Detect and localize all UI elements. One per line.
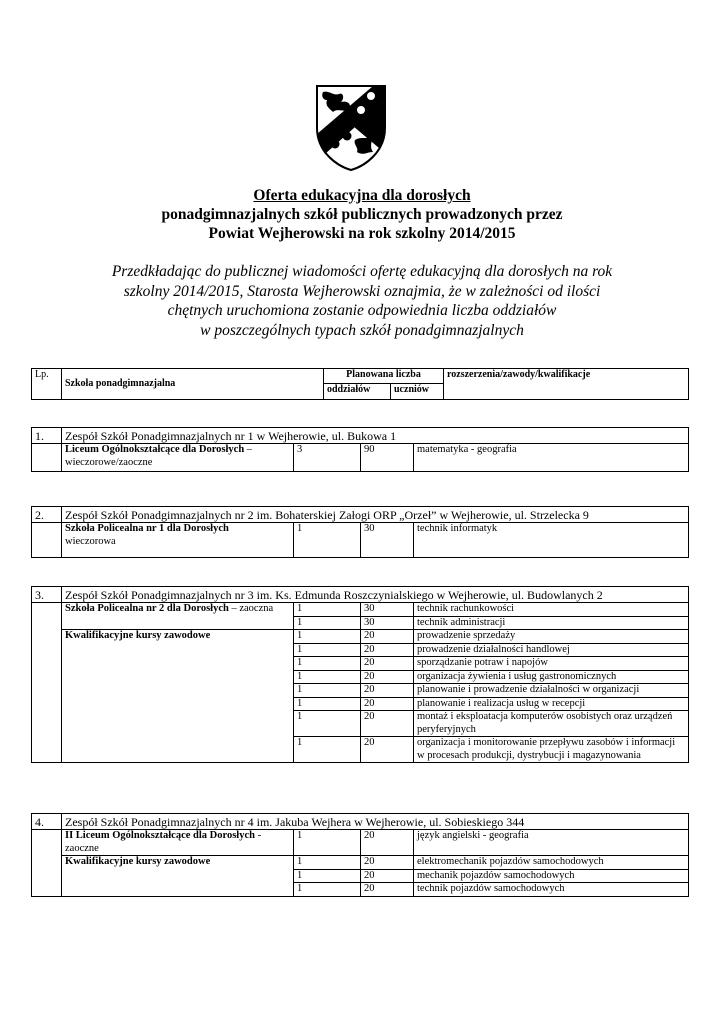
table-row [32, 603, 689, 617]
intro-line: chętnych uruchomiona zostanie odpowiednia liczba oddziałów [167, 302, 557, 319]
profile-cell: planowanie i realizacja usług w recepcji [414, 697, 689, 711]
section-lp: 2. [32, 507, 62, 523]
section-header-row [32, 507, 689, 523]
classes-cell: 1 [294, 616, 361, 630]
section-header-row [32, 587, 689, 603]
intro-line: w poszczególnych typach szkół ponadgimnazjalnych [200, 321, 524, 339]
classes-cell: 1 [294, 523, 361, 558]
classes-cell: 1 [294, 603, 361, 617]
classes-cell: 1 [294, 684, 361, 698]
students-cell: 20 [361, 670, 414, 684]
profile-cell: sporządzanie potraw i napojów [414, 657, 689, 671]
students-cell: 20 [361, 657, 414, 671]
profile-cell: technik administracji [414, 616, 689, 630]
table-row [32, 856, 689, 870]
students-cell: 20 [361, 697, 414, 711]
school-type-mode: – wieczorowe/zaoczne [65, 444, 253, 468]
school-type-cell [62, 830, 294, 856]
school-type-cell: Kwalifikacyjne kursy zawodowe [62, 630, 294, 763]
students-cell: 30 [361, 523, 414, 558]
profile-cell: technik rachunkowości [414, 603, 689, 617]
profile-cell: elektromechanik pojazdów samochodowych [414, 856, 689, 870]
students-header: uczniów [391, 384, 444, 400]
classes-cell: 3 [294, 444, 361, 472]
planned-header: Planowana liczba [324, 369, 444, 384]
students-cell: 20 [361, 830, 414, 856]
students-cell: 20 [361, 630, 414, 644]
profile-cell: matematyka - geografia [414, 444, 689, 472]
school-type-name: Szkoła Policealna nr 2 dla Dorosłych [65, 603, 229, 614]
school-section-table [31, 813, 689, 897]
section-school-name: Zespół Szkół Ponadgimnazjalnych nr 1 w Wejherowie, ul. Bukowa 1 [62, 428, 689, 444]
students-cell: 20 [361, 737, 414, 763]
school-type-mode: wieczorowa [65, 535, 116, 547]
students-cell: 20 [361, 883, 414, 897]
table-row [32, 523, 689, 558]
table-row [32, 444, 689, 472]
classes-cell: 1 [294, 830, 361, 856]
section-lp: 4. [32, 814, 62, 830]
school-type-name: II Liceum Ogólnokształcące dla Dorosłych [65, 830, 255, 841]
students-cell: 30 [361, 603, 414, 617]
section-header-row [32, 814, 689, 830]
table-row [32, 830, 689, 856]
classes-cell: 1 [294, 697, 361, 711]
profile-cell: montaż i eksploatacja komputerów osobistych oraz urządzeń peryferyjnych [414, 711, 689, 737]
section-header-row [32, 428, 689, 444]
school-section-table [31, 586, 689, 763]
document-subtitle-line: Powiat Wejherowski na rok szkolny 2014/2015 [208, 225, 516, 242]
school-section-table [31, 427, 689, 472]
profile-cell: prowadzenie działalności handlowej [414, 643, 689, 657]
profile-cell: planowanie i prowadzenie działalności w organizacji [414, 684, 689, 698]
document-title: Oferta edukacyjna dla dorosłych [253, 187, 471, 204]
classes-cell: 1 [294, 643, 361, 657]
classes-cell: 1 [294, 737, 361, 763]
section-school-name: Zespół Szkół Ponadgimnazjalnych nr 3 im. Ks. Edmunda Roszczynialskiego w Wejherowie, ul. Budowlanych 2 [62, 587, 689, 603]
profile-cell: mechanik pojazdów samochodowych [414, 869, 689, 883]
profile-cell: organizacja żywienia i usług gastronomicznych [414, 670, 689, 684]
column-header-table [31, 368, 689, 400]
profile-cell: technik informatyk [414, 523, 689, 558]
school-type-name: Szkoła Policealna nr 1 dla Dorosłych [65, 523, 229, 534]
students-cell: 20 [361, 856, 414, 870]
students-cell: 20 [361, 711, 414, 737]
intro-paragraph [40, 262, 684, 340]
document-subtitle-line: ponadgimnazjalnych szkół publicznych prowadzonych przez [161, 206, 563, 223]
classes-cell: 1 [294, 657, 361, 671]
section-school-name: Zespół Szkół Ponadgimnazjalnych nr 2 im. Bohaterskiej Załogi ORP „Orzeł” w Wejherowie, ul. Strzelecka 9 [62, 507, 689, 523]
school-type-cell [62, 523, 294, 558]
classes-cell: 1 [294, 869, 361, 883]
classes-cell: 1 [294, 856, 361, 870]
profile-cell: technik pojazdów samochodowych [414, 883, 689, 897]
classes-cell: 1 [294, 630, 361, 644]
classes-cell: 1 [294, 883, 361, 897]
students-cell: 20 [361, 684, 414, 698]
profiles-header: rozszerzenia/zawody/kwalifikacje [444, 369, 689, 400]
students-cell: 20 [361, 643, 414, 657]
students-cell: 30 [361, 616, 414, 630]
profile-cell: język angielski - geografia [414, 830, 689, 856]
school-type-cell [62, 444, 294, 472]
table-row [32, 630, 689, 644]
students-cell: 20 [361, 869, 414, 883]
school-type-name: Liceum Ogólnokształcące dla Dorosłych [65, 444, 245, 455]
section-school-name: Zespół Szkół Ponadgimnazjalnych nr 4 im. Jakuba Wejhera w Wejherowie, ul. Sobieskiego 344 [62, 814, 689, 830]
school-header: Szkoła ponadgimnazjalna [62, 369, 324, 400]
classes-cell: 1 [294, 711, 361, 737]
school-type-cell [62, 603, 294, 630]
classes-cell: 1 [294, 670, 361, 684]
school-section-table [31, 506, 689, 558]
school-type-mode: - zaoczne [65, 830, 262, 854]
intro-line: Przedkładając do publicznej wiadomości ofertę edukacyjną dla dorosłych na rok [111, 263, 613, 280]
school-type-mode: – zaoczna [228, 603, 274, 614]
classes-header: oddziałów [324, 384, 391, 400]
profile-cell: prowadzenie sprzedaży [414, 630, 689, 644]
students-cell: 90 [361, 444, 414, 472]
section-lp: 1. [32, 428, 62, 444]
coat-of-arms-emblem [313, 82, 389, 172]
lp-header: Lp. [32, 369, 62, 400]
section-lp: 3. [32, 587, 62, 603]
intro-line: szkolny 2014/2015, Starosta Wejherowski oznajmia, że w zależności od ilości [123, 282, 601, 300]
school-type-cell: Kwalifikacyjne kursy zawodowe [62, 856, 294, 897]
profile-cell: organizacja i monitorowanie przepływu zasobów i informacji w procesach produkcji, dystrybucji i magazynowania [414, 737, 689, 763]
